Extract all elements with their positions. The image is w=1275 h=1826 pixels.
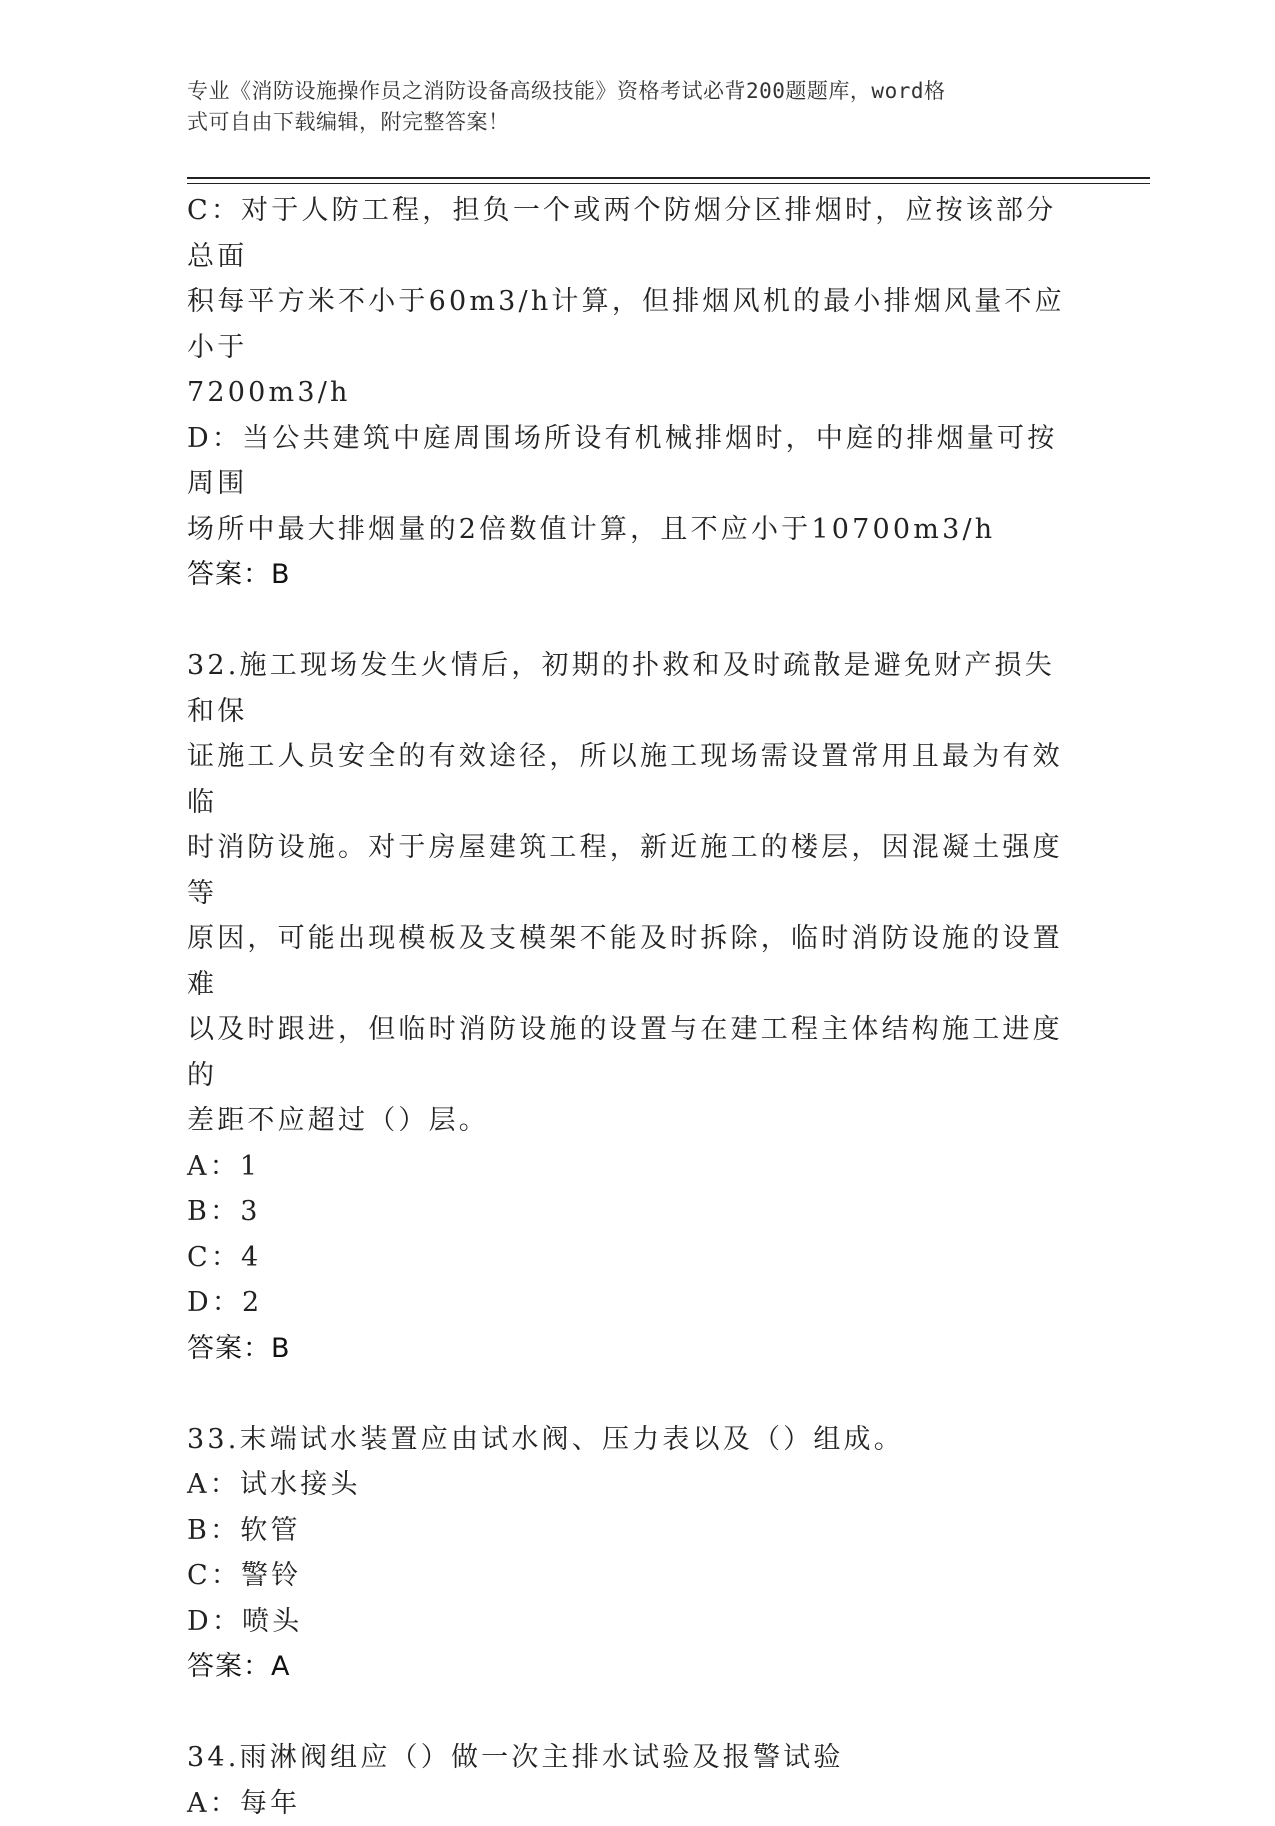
option-d-line: D：当公共建筑中庭周围场所设有机械排烟时，中庭的排烟量可按周围 xyxy=(187,416,1067,507)
answer-line: 答案：B xyxy=(187,1326,1067,1372)
question-33 xyxy=(187,1417,1067,1690)
option-a: A：每年 xyxy=(187,1781,1067,1826)
option-c-line: 积每平方米不小于60m3/h计算，但排烟风机的最小排烟风量不应小于 xyxy=(187,279,1067,370)
answer-line: 答案：B xyxy=(187,552,1067,598)
question-stem-line: 证施工人员安全的有效途径，所以施工现场需设置常用且最为有效临 xyxy=(187,734,1067,825)
spacer xyxy=(187,1371,1067,1417)
question-content xyxy=(187,188,1067,1826)
spacer xyxy=(187,598,1067,644)
option-d: D：喷头 xyxy=(187,1599,1067,1645)
option-d-line: 场所中最大排烟量的2倍数值计算，且不应小于10700m3/h xyxy=(187,507,1067,553)
question-stem-line: 差距不应超过（）层。 xyxy=(187,1098,1067,1144)
document-header xyxy=(187,76,1067,138)
question-stem-line: 时消防设施。对于房屋建筑工程，新近施工的楼层，因混凝土强度等 xyxy=(187,825,1067,916)
header-line-1: 专业《消防设施操作员之消防设备高级技能》资格考试必背200题题库，word格 xyxy=(187,76,1067,107)
option-a: A：1 xyxy=(187,1144,1067,1190)
option-c-line: 7200m3/h xyxy=(187,370,1067,416)
option-c-line: C：对于人防工程，担负一个或两个防烟分区排烟时，应按该部分总面 xyxy=(187,188,1067,279)
spacer xyxy=(187,1690,1067,1736)
option-c: C：4 xyxy=(187,1235,1067,1281)
option-b: B：3 xyxy=(187,1189,1067,1235)
question-34 xyxy=(187,1735,1067,1826)
question-stem-line: 原因，可能出现模板及支模架不能及时拆除，临时消防设施的设置难 xyxy=(187,916,1067,1007)
header-divider-thin xyxy=(187,183,1150,184)
question-stem-line: 以及时跟进，但临时消防设施的设置与在建工程主体结构施工进度的 xyxy=(187,1007,1067,1098)
previous-question-tail xyxy=(187,188,1067,598)
option-c: C：警铃 xyxy=(187,1553,1067,1599)
header-divider-thick xyxy=(187,177,1150,179)
option-a: A：试水接头 xyxy=(187,1462,1067,1508)
question-stem: 33.末端试水装置应由试水阀、压力表以及（）组成。 xyxy=(187,1417,1067,1463)
header-line-2: 式可自由下载编辑，附完整答案！ xyxy=(187,107,1067,138)
question-stem: 34.雨淋阀组应（）做一次主排水试验及报警试验 xyxy=(187,1735,1067,1781)
answer-line: 答案：A xyxy=(187,1644,1067,1690)
question-32 xyxy=(187,643,1067,1371)
question-stem-line: 32.施工现场发生火情后，初期的扑救和及时疏散是避免财产损失和保 xyxy=(187,643,1067,734)
option-b: B：软管 xyxy=(187,1508,1067,1554)
option-d: D：2 xyxy=(187,1280,1067,1326)
